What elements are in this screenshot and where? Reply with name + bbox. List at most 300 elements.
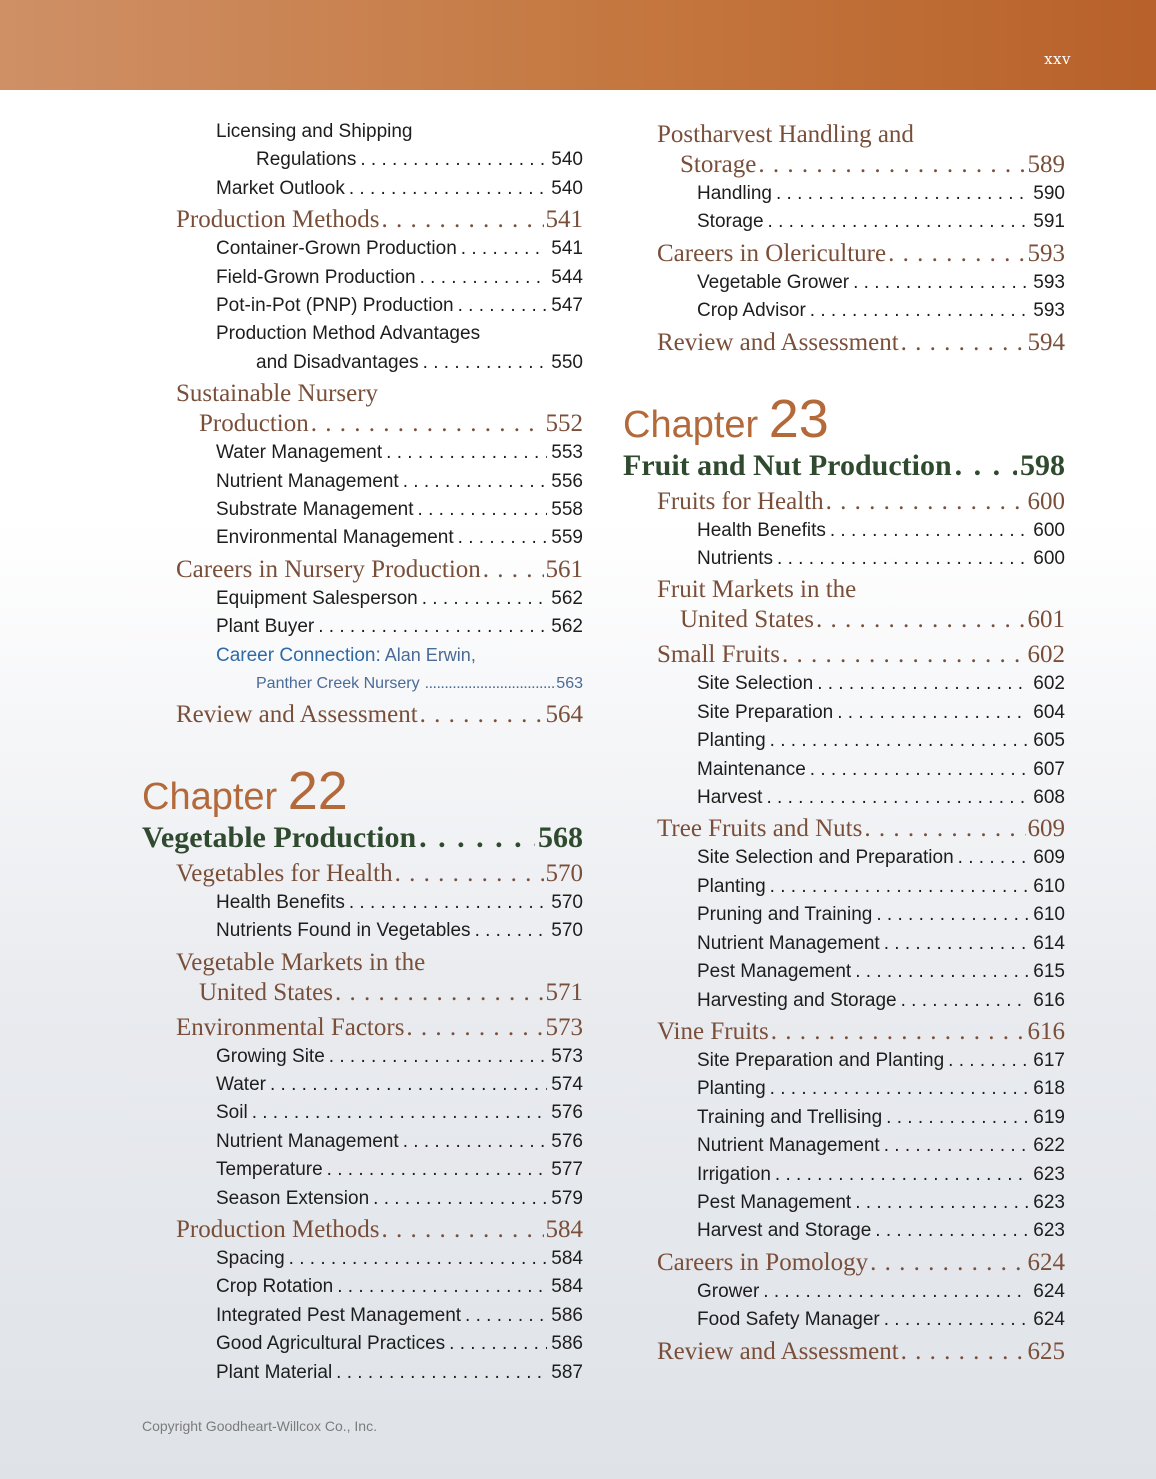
career-connection-entry[interactable]: Panther Creek Nursery ..... 563 — [256, 669, 583, 698]
dot-leader — [870, 1247, 1025, 1278]
toc-page-number: 547 — [551, 295, 583, 317]
toc-page-number: 562 — [551, 616, 583, 638]
toc-section[interactable] — [199, 977, 583, 1008]
dot-leader — [958, 844, 1030, 872]
toc-entry-title: Water Management — [216, 442, 383, 464]
toc-entry-title: Site Preparation — [697, 701, 834, 723]
dot-leader — [311, 408, 544, 439]
toc-entry-title: Food Safety Manager — [697, 1309, 880, 1331]
toc-entry-title: Careers in Nursery Production — [176, 555, 481, 583]
toc-entry[interactable] — [216, 1071, 583, 1099]
toc-entry[interactable] — [216, 1043, 583, 1071]
dot-leader — [386, 439, 547, 467]
career-connection[interactable] — [216, 642, 583, 669]
toc-left-column — [142, 118, 583, 1387]
toc-page-number: 600 — [1033, 519, 1065, 541]
toc-page-number: 600 — [1033, 548, 1065, 570]
toc-entry[interactable] — [216, 1273, 583, 1301]
header-banner — [0, 0, 1156, 90]
toc-entry-title: Planting — [697, 730, 766, 752]
toc-page-number: 570 — [551, 920, 583, 942]
toc-entry[interactable] — [216, 468, 583, 496]
toc-entry[interactable] — [216, 496, 583, 524]
toc-page-number: 550 — [551, 351, 583, 373]
dot-leader — [884, 930, 1030, 958]
toc-entry[interactable] — [216, 1245, 583, 1273]
toc-page-number: 602 — [1033, 673, 1065, 695]
toc-entry[interactable] — [697, 727, 1065, 755]
toc-page-number: 623 — [1033, 1163, 1065, 1185]
toc-entry-title: Harvesting and Storage — [697, 989, 897, 1011]
toc-page-number: 577 — [551, 1159, 583, 1181]
toc-section-wrap: Sustainable Nursery — [176, 380, 379, 408]
page-number: xxv — [1044, 50, 1071, 68]
toc-page-number: 610 — [1033, 875, 1065, 897]
toc-entry-title: Vegetable Production — [142, 820, 417, 854]
toc-entry-title: Pest Management — [697, 961, 852, 983]
dot-leader — [483, 554, 544, 585]
dot-leader — [461, 235, 548, 263]
toc-entry[interactable] — [697, 958, 1065, 986]
toc-entry[interactable] — [216, 524, 583, 552]
toc-entry[interactable] — [216, 1099, 583, 1127]
toc-page-number: 591 — [1033, 211, 1065, 233]
toc-entry[interactable] — [697, 699, 1065, 727]
toc-entry-title: Equipment Salesperson — [216, 587, 418, 609]
toc-entry-title: Health Benefits — [697, 519, 826, 541]
toc-entry[interactable] — [216, 917, 583, 945]
toc-entry[interactable] — [697, 1217, 1065, 1245]
toc-entry[interactable] — [216, 1185, 583, 1213]
dot-leader — [289, 1245, 548, 1273]
toc-entry[interactable] — [697, 901, 1065, 929]
toc-entry[interactable] — [697, 1189, 1065, 1217]
toc-entry-title: Irrigation — [697, 1163, 771, 1185]
dot-leader — [423, 349, 548, 377]
toc-entry[interactable] — [697, 208, 1065, 236]
dot-leader — [876, 901, 1029, 929]
toc-page-number: 623 — [1033, 1220, 1065, 1242]
toc-entry-title: Water — [216, 1073, 266, 1095]
toc-page-number: 584 — [551, 1247, 583, 1269]
chapter-title[interactable] — [623, 448, 1065, 484]
toc-entry-title: Spacing — [216, 1247, 285, 1269]
dot-leader — [770, 727, 1030, 755]
dot-leader — [864, 813, 1025, 844]
toc-page-number: 586 — [551, 1304, 583, 1326]
toc-entry-wrap: Licensing and Shipping — [216, 121, 413, 142]
dot-leader — [335, 977, 543, 1008]
toc-section[interactable] — [680, 149, 1065, 180]
toc-page-number: 610 — [1033, 904, 1065, 926]
toc-page-number: 587 — [551, 1361, 583, 1383]
toc-page-number: 541 — [545, 206, 583, 234]
dot-leader — [252, 1099, 548, 1127]
toc-section[interactable] — [657, 813, 1065, 844]
toc-entry[interactable] — [216, 1302, 583, 1330]
toc-entry-title: Crop Rotation — [216, 1276, 334, 1298]
toc-entry[interactable] — [697, 987, 1065, 1015]
toc-entry[interactable] — [216, 613, 583, 641]
toc-section[interactable] — [176, 699, 583, 730]
toc-page-number: 604 — [1033, 701, 1065, 723]
toc-entry[interactable] — [697, 844, 1065, 872]
dot-leader — [771, 1016, 1026, 1047]
toc-entry-title: Production — [199, 410, 309, 438]
toc-page-number: 562 — [551, 587, 583, 609]
toc-page-number: 579 — [551, 1187, 583, 1209]
toc-entry[interactable] — [697, 517, 1065, 545]
toc-entry[interactable] — [697, 784, 1065, 812]
toc-entry[interactable] — [697, 180, 1065, 208]
toc-section[interactable] — [176, 204, 583, 235]
dot-leader — [776, 180, 1029, 208]
dot-leader — [782, 639, 1026, 670]
toc-entry-title: Field-Grown Production — [216, 266, 416, 288]
dot-leader — [817, 670, 1029, 698]
toc-section[interactable] — [657, 1247, 1065, 1278]
toc-entry[interactable] — [216, 235, 583, 263]
toc-page-number: 605 — [1033, 730, 1065, 752]
toc-section[interactable] — [657, 639, 1065, 670]
dot-leader — [901, 987, 1030, 1015]
dot-leader — [810, 756, 1030, 784]
toc-section[interactable] — [176, 554, 583, 585]
toc-entry[interactable] — [697, 297, 1065, 325]
toc-page-number: 619 — [1033, 1106, 1065, 1128]
toc-page-number: 617 — [1033, 1049, 1065, 1071]
dot-leader — [830, 517, 1029, 545]
dot-leader — [381, 1214, 543, 1245]
dot-leader — [955, 448, 1017, 484]
toc-entry-title: Careers in Olericulture — [657, 239, 887, 267]
toc-page-number: 608 — [1033, 787, 1065, 809]
toc-entry-title: Integrated Pest Management — [216, 1304, 462, 1326]
toc-page-number: 573 — [551, 1045, 583, 1067]
dot-leader — [406, 1012, 543, 1043]
toc-page-number: 574 — [551, 1073, 583, 1095]
toc-entry-title: Regulations — [256, 149, 357, 171]
toc-entry-title: Nutrient Management — [216, 470, 399, 492]
toc-page-number: 576 — [551, 1130, 583, 1152]
toc-entry-title: Review and Assessment — [176, 700, 418, 728]
toc-entry[interactable] — [216, 889, 583, 917]
toc-entry-title: Careers in Pomology — [657, 1248, 869, 1276]
toc-entry[interactable] — [697, 545, 1065, 573]
toc-page-number: 584 — [545, 1215, 583, 1243]
toc-page-number: 553 — [551, 442, 583, 464]
copyright: Copyright Goodheart-Willcox Co., Inc. — [142, 1418, 377, 1434]
toc-page-number: 624 — [1027, 1248, 1065, 1276]
toc-section-wrap: Vegetable Markets in the — [176, 948, 426, 976]
toc-entry-title: Pruning and Training — [697, 904, 873, 926]
toc-entry-title: Maintenance — [697, 758, 806, 780]
dot-leader — [420, 264, 548, 292]
toc-entry-title: Temperature — [216, 1159, 323, 1181]
toc-page-number: 573 — [545, 1013, 583, 1041]
toc-section[interactable] — [657, 486, 1065, 517]
toc-entry[interactable] — [697, 1104, 1065, 1132]
toc-entry-title: Small Fruits — [657, 641, 780, 669]
dot-leader — [270, 1071, 547, 1099]
dot-leader — [458, 524, 548, 552]
toc-section[interactable] — [176, 858, 583, 889]
toc-entry-title: Grower — [697, 1280, 760, 1302]
toc-entry-title: Container-Grown Production — [216, 238, 457, 260]
toc-entry-title: Review and Assessment — [657, 328, 899, 356]
toc-page-number: 556 — [551, 470, 583, 492]
toc-entry[interactable] — [697, 1278, 1065, 1306]
toc-page-number: 618 — [1033, 1078, 1065, 1100]
dot-leader — [458, 292, 548, 320]
dot-leader — [901, 1336, 1026, 1367]
toc-entry[interactable] — [697, 1047, 1065, 1075]
dot-leader — [763, 1278, 1029, 1306]
toc-entry-title: Planting — [697, 875, 766, 897]
toc-entry[interactable] — [697, 1161, 1065, 1189]
dot-leader — [853, 269, 1029, 297]
dot-leader — [449, 1330, 547, 1358]
toc-entry[interactable] — [697, 1075, 1065, 1103]
toc-entry-title: Nutrients Found in Vegetables — [216, 920, 471, 942]
toc-entry[interactable] — [697, 670, 1065, 698]
toc-page-number: 570 — [551, 891, 583, 913]
dot-leader — [777, 545, 1029, 573]
toc-page-number: 625 — [1027, 1337, 1065, 1365]
toc-entry-title: Vegetables for Health — [176, 859, 393, 887]
dot-leader — [886, 1104, 1029, 1132]
toc-entry[interactable] — [216, 439, 583, 467]
dot-leader — [373, 1185, 547, 1213]
toc-entry-title: Vine Fruits — [657, 1017, 769, 1045]
toc-page-number: 593 — [1027, 239, 1065, 267]
toc-page-number: 598 — [1020, 448, 1065, 482]
toc-page-number: 616 — [1033, 989, 1065, 1011]
dot-leader — [420, 699, 544, 730]
toc-page-number: 544 — [551, 266, 583, 288]
toc-page-number: 564 — [545, 700, 583, 728]
toc-section-wrap: Fruit Markets in the — [657, 576, 857, 604]
toc-page-number: 586 — [551, 1333, 583, 1355]
dot-leader — [403, 468, 548, 496]
toc-page-number: 601 — [1027, 606, 1065, 634]
dot-leader — [329, 1043, 548, 1071]
toc-entry-title: Environmental Management — [216, 527, 454, 549]
toc-entry-title: Production Methods — [176, 1215, 380, 1243]
toc-entry-title: United States — [680, 606, 815, 634]
toc-page-number: 622 — [1033, 1135, 1065, 1157]
toc-entry-title: Crop Advisor — [697, 300, 806, 322]
toc-page-number: 607 — [1033, 758, 1065, 780]
toc-entry[interactable] — [216, 175, 583, 203]
dot-leader — [349, 889, 547, 917]
toc-page-number: 590 — [1033, 183, 1065, 204]
toc-entry-title: Nutrients — [697, 548, 774, 570]
toc-page-number: 540 — [551, 177, 583, 199]
toc-entry-title: and Disadvantages — [256, 351, 419, 373]
dot-leader — [884, 1132, 1030, 1160]
toc-section[interactable] — [199, 408, 583, 439]
toc-entry-title: United States — [199, 978, 334, 1006]
toc-entry-title: Training and Trellising — [697, 1106, 883, 1128]
dot-leader — [360, 146, 547, 174]
dot-leader — [475, 917, 548, 945]
dot-leader — [770, 1075, 1030, 1103]
dot-leader — [758, 149, 1025, 180]
toc-section[interactable] — [176, 1214, 583, 1245]
toc-entry[interactable] — [216, 1330, 583, 1358]
toc-page-number: 593 — [1033, 300, 1065, 322]
toc-entry-title: Nutrient Management — [697, 932, 880, 954]
toc-entry-title: Fruit and Nut Production — [623, 448, 952, 482]
toc-page-number: 559 — [551, 527, 583, 549]
dot-leader — [948, 1047, 1029, 1075]
toc-page-number: 584 — [551, 1276, 583, 1298]
toc-entry-title: Site Selection and Preparation — [697, 847, 954, 869]
toc-entry-title: Nutrient Management — [216, 1130, 399, 1152]
toc-entry-title: Site Preparation and Planting — [697, 1049, 945, 1071]
toc-page-number: 576 — [551, 1102, 583, 1124]
toc-entry[interactable] — [256, 349, 583, 377]
dot-leader — [336, 1359, 547, 1387]
toc-page-number: 571 — [545, 978, 583, 1006]
toc-entry-title: Harvest and Storage — [697, 1220, 872, 1242]
toc-page-number: 614 — [1033, 932, 1065, 954]
toc-section[interactable] — [176, 1012, 583, 1043]
toc-page-number: 593 — [1033, 271, 1065, 293]
dot-leader — [775, 1161, 1029, 1189]
toc-page-number: 552 — [545, 410, 583, 438]
toc-page-number: 589 — [1027, 151, 1065, 178]
toc-page-number: 624 — [1033, 1280, 1065, 1302]
toc-entry-title: Review and Assessment — [657, 1337, 899, 1365]
dot-leader — [855, 958, 1029, 986]
toc-page-number: 570 — [545, 859, 583, 887]
toc-page-number: 568 — [538, 820, 583, 854]
toc-entry-title: Good Agricultural Practices — [216, 1333, 446, 1355]
dot-leader — [418, 496, 548, 524]
dot-leader — [403, 1128, 548, 1156]
toc-page-number: 541 — [551, 238, 583, 260]
toc-entry-title: Vegetable Grower — [697, 271, 850, 293]
toc-page-number: 600 — [1027, 487, 1065, 515]
chapter-heading: Chapter 22 — [142, 760, 348, 821]
toc-entry-title: Storage — [697, 211, 764, 233]
dot-leader — [766, 784, 1029, 812]
toc-entry[interactable] — [697, 930, 1065, 958]
toc-entry-title: Plant Material — [216, 1361, 333, 1383]
toc-entry-title: Production Methods — [176, 206, 380, 234]
toc-entry-title: Planting — [697, 1078, 766, 1100]
chapter-heading: Chapter 23 — [623, 388, 829, 449]
chapter-title[interactable] — [142, 820, 583, 856]
toc-entry[interactable] — [216, 264, 583, 292]
toc-page-number: 540 — [551, 149, 583, 171]
toc-entry[interactable] — [216, 292, 583, 320]
dot-leader — [395, 858, 544, 889]
toc-entry[interactable] — [216, 1128, 583, 1156]
toc-entry-title: Site Selection — [697, 673, 814, 695]
dot-leader — [318, 613, 547, 641]
dot-leader — [888, 238, 1025, 269]
dot-leader — [826, 486, 1026, 517]
toc-entry-title: Plant Buyer — [216, 616, 315, 638]
dot-leader — [768, 208, 1030, 236]
toc-entry[interactable] — [216, 1359, 583, 1387]
toc-entry[interactable] — [697, 269, 1065, 297]
dot-leader — [327, 1156, 548, 1184]
toc-entry[interactable] — [697, 756, 1065, 784]
toc-section[interactable] — [657, 1336, 1065, 1367]
toc-page-number: 561 — [545, 555, 583, 583]
toc-entry[interactable] — [697, 1132, 1065, 1160]
toc-entry-wrap: Production Method Advantages — [216, 323, 481, 345]
dot-leader — [425, 669, 557, 698]
dot-leader — [884, 1306, 1030, 1334]
toc-entry-title: Storage — [680, 151, 757, 178]
toc-section-wrap: Postharvest Handling and — [657, 121, 914, 148]
dot-leader — [349, 175, 547, 203]
dot-leader — [875, 1217, 1029, 1245]
toc-entry-title: Tree Fruits and Nuts — [657, 815, 863, 843]
dot-leader — [337, 1273, 547, 1301]
dot-leader — [770, 873, 1030, 901]
toc-entry[interactable] — [216, 1156, 583, 1184]
toc-section[interactable] — [657, 327, 1065, 358]
toc-section[interactable] — [680, 604, 1065, 635]
dot-leader — [419, 820, 535, 856]
toc-page-number: 594 — [1027, 328, 1065, 356]
dot-leader — [855, 1189, 1029, 1217]
toc-entry[interactable] — [697, 1306, 1065, 1334]
toc-entry[interactable] — [216, 585, 583, 613]
toc-entry-title: Nutrient Management — [697, 1135, 880, 1157]
dot-leader — [810, 297, 1030, 325]
toc-entry-title: Pest Management — [697, 1191, 852, 1213]
toc-page-number: 558 — [551, 499, 583, 521]
toc-page-number: 624 — [1033, 1309, 1065, 1331]
toc-entry-title: Fruits for Health — [657, 487, 824, 515]
dot-leader — [381, 204, 543, 235]
dot-leader — [422, 585, 548, 613]
dot-leader — [465, 1302, 547, 1330]
dot-leader — [816, 604, 1025, 635]
toc-entry-title: Market Outlook — [216, 177, 345, 199]
toc-page-number: 609 — [1027, 815, 1065, 843]
toc-page-number: 616 — [1027, 1017, 1065, 1045]
toc-entry-title: Environmental Factors — [176, 1013, 405, 1041]
toc-entry[interactable] — [697, 873, 1065, 901]
career-connection-label: Career Connection: — [216, 644, 381, 666]
toc-entry-title: Harvest — [697, 787, 763, 809]
toc-right-column — [623, 118, 1065, 1367]
toc-entry-title: Health Benefits — [216, 891, 345, 913]
dot-leader — [837, 699, 1029, 727]
toc-entry-title: Substrate Management — [216, 499, 414, 521]
toc-entry[interactable] — [256, 146, 583, 174]
career-connection-name: Alan Erwin, — [384, 644, 476, 665]
toc-section[interactable] — [657, 1016, 1065, 1047]
toc-entry-title: Pot-in-Pot (PNP) Production — [216, 295, 454, 317]
dot-leader — [901, 327, 1026, 358]
toc-entry-title: Handling — [697, 183, 772, 204]
toc-page-number: 609 — [1033, 847, 1065, 869]
toc-page-number: 623 — [1033, 1191, 1065, 1213]
toc-page-number: 602 — [1027, 641, 1065, 669]
toc-entry-title: Soil — [216, 1102, 248, 1124]
toc-entry-title: Growing Site — [216, 1045, 325, 1067]
toc-section[interactable] — [657, 238, 1065, 269]
